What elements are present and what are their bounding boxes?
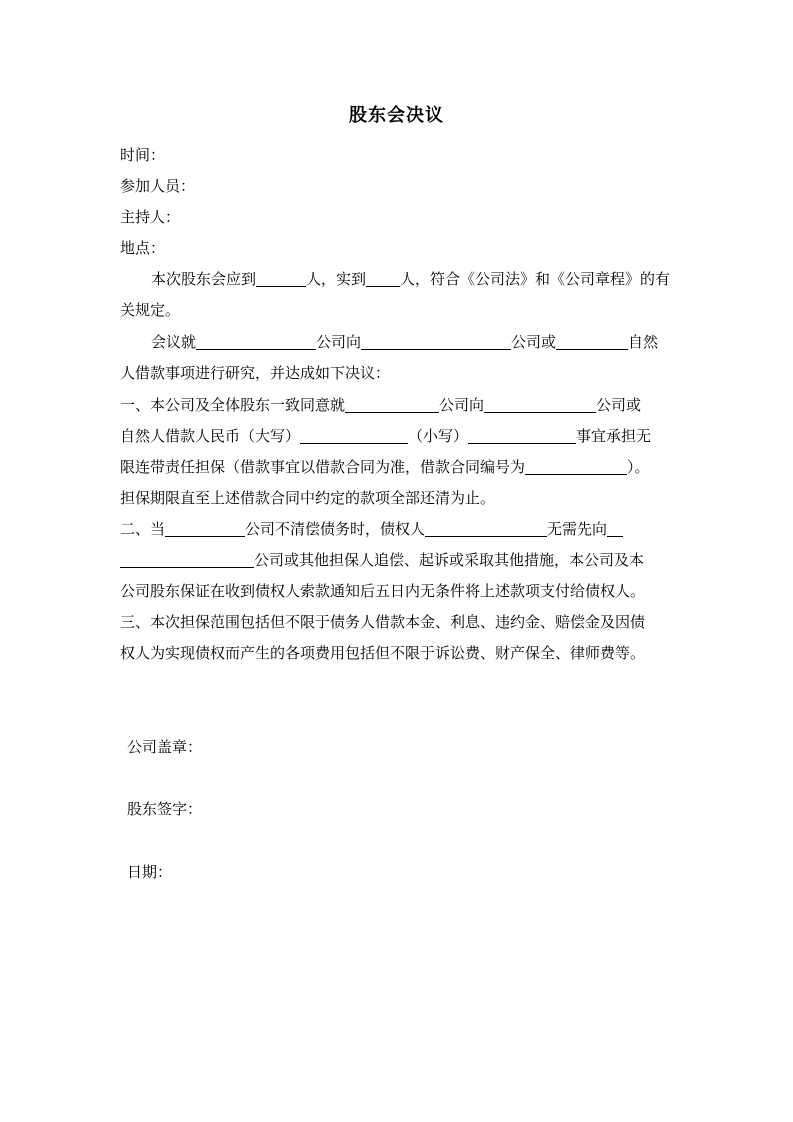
expected-attendance-blank[interactable] [256,270,306,287]
item1-text-b: 公司向 [439,396,485,414]
document-title: 股东会决议 [349,105,444,126]
participants-field: 参加人员： [120,177,196,195]
item1-line2 [120,425,680,447]
item1-text-c: 公司或 [596,396,642,414]
creditor-blank[interactable] [425,520,547,537]
time-field: 时间： [120,146,166,164]
meeting-company-blank[interactable] [196,333,316,350]
lender-company-blank[interactable] [361,333,511,350]
item2-text-d: 公司或其他担保人追偿、起诉或采取其他措施，本公司及本 [254,551,645,569]
item1-text-f: 事宜承担无 [576,427,652,445]
item3-line1: 三、本次担保范围包括但不限于债务人借款本金、利息、违约金、赔偿金及因债 [120,613,646,631]
actual-attendance-blank[interactable] [366,270,400,287]
para2-line2: 人借款事项进行研究，并达成如下决议： [120,364,391,382]
para1-text-b: 人，实到 [306,270,367,288]
recourse-target-blank-start[interactable] [607,520,623,537]
para2-line1 [151,331,681,353]
item1-text-g: 限连带责任担保（借款事宜以借款合同为准，借款合同编号为 [120,458,526,476]
debtor-company-blank[interactable] [165,520,245,537]
para2-text-a: 会议就 [151,333,197,351]
item2-text-a: 二、当 [120,520,166,538]
para1-line1 [151,268,681,290]
location-field: 地点： [120,239,166,257]
recourse-target-blank[interactable] [120,551,254,568]
company-seal-label: 公司盖章： [127,738,203,756]
para2-text-b: 公司向 [316,333,362,351]
host-field: 主持人： [120,208,181,226]
item1-text-h: ）。 [627,458,650,476]
para2-text-d: 自然 [628,333,659,351]
item1-line3 [120,456,680,478]
item2-line2 [120,549,680,571]
item1-line4: 担保期限直至上述借款合同中约定的款项全部还清为止。 [120,489,496,507]
amount-numeric-blank[interactable] [468,427,576,444]
item2-text-c: 无需先向 [547,520,608,538]
contract-number-blank[interactable] [525,458,627,475]
shareholder-signature-label: 股东签字： [127,800,203,818]
item2-line1 [120,518,680,540]
date-label: 日期： [127,863,173,881]
item1-line1 [120,394,680,416]
item1-text-d: 自然人借款人民币（大写） [120,427,301,445]
item1-text-a: 一、本公司及全体股东一致同意就 [120,396,346,414]
item1-lender-blank[interactable] [484,396,596,413]
item2-line3: 公司股东保证在收到债权人索款通知后五日内无条件将上述款项支付给债权人。 [120,582,646,600]
para1-line2: 关规定。 [120,301,181,319]
para2-text-c: 公司或 [511,333,557,351]
natural-person-blank[interactable] [556,333,628,350]
para1-text-c: 人，符合《公司法》和《公司章程》的有 [400,270,671,288]
amount-uppercase-blank[interactable] [300,427,408,444]
item2-text-b: 公司不清偿债务时，债权人 [245,520,426,538]
para1-text-a: 本次股东会应到 [151,270,257,288]
item3-line2: 权人为实现债权而产生的各项费用包括但不限于诉讼费、财产保全、律师费等。 [120,644,646,662]
item1-company-blank[interactable] [345,396,439,413]
item1-text-e: （小写） [408,427,469,445]
